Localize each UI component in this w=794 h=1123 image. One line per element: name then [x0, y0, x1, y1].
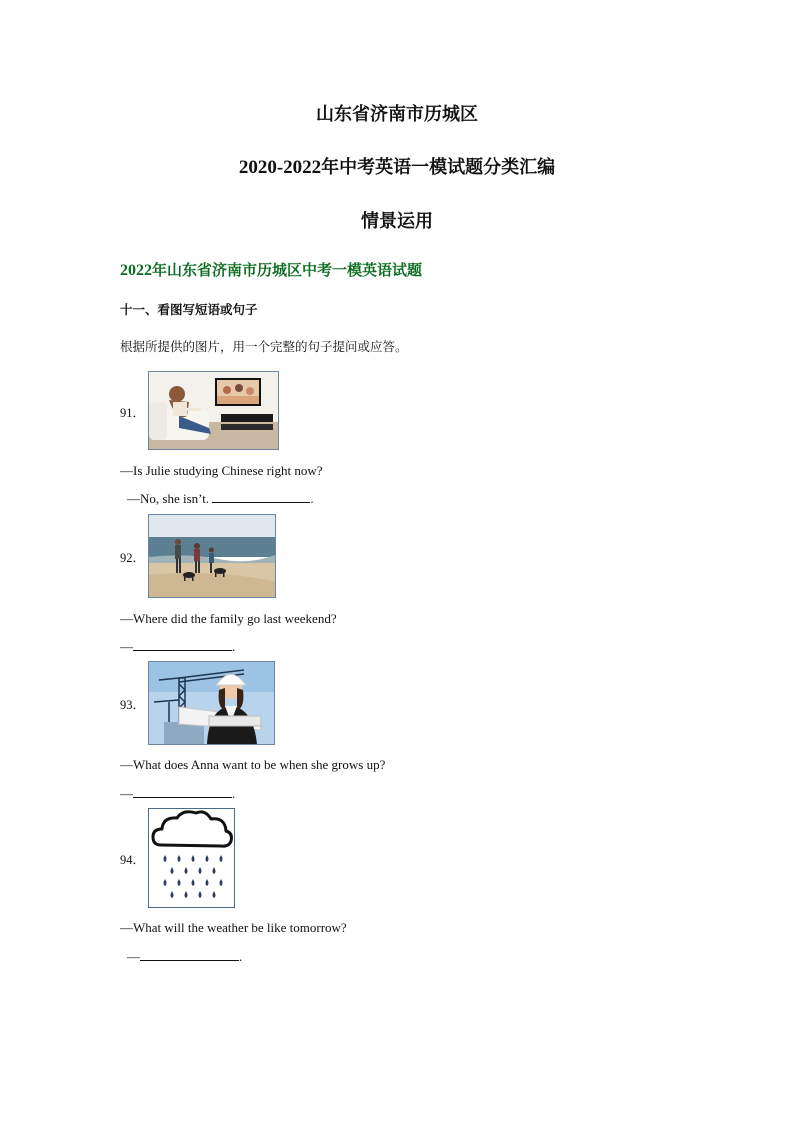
question-93-answer	[120, 785, 235, 802]
answer-94-blank[interactable]	[140, 948, 239, 961]
section-title	[120, 259, 422, 280]
question-92-text: —Where did the family go last weekend?	[120, 611, 337, 626]
question-92-answer	[120, 638, 235, 655]
answer-94-prefix: —	[127, 949, 140, 964]
answer-93-prefix: —	[120, 786, 133, 801]
answer-92-prefix: —	[120, 639, 133, 654]
answer-94-suffix: .	[239, 949, 243, 964]
answer-92-blank[interactable]	[133, 638, 232, 651]
answer-93-blank[interactable]	[133, 785, 232, 798]
doc-title-line2	[0, 153, 794, 179]
question-94-text: —What will the weather be like tomorrow?	[120, 920, 347, 935]
question-91-text: —Is Julie studying Chinese right now?	[120, 463, 323, 478]
answer-91-blank[interactable]	[212, 490, 310, 503]
part-instruction: 根据所提供的图片，用一个完整的句子提问或应答。	[120, 339, 408, 354]
question-93-text: —What does Anna want to be when she grows up?	[120, 757, 386, 772]
beach-family-image	[148, 514, 276, 598]
question-91-answer	[127, 490, 314, 507]
answer-92-suffix: .	[232, 639, 236, 654]
question-number-94: 94．	[120, 853, 146, 867]
section-year: 2022	[120, 262, 152, 279]
part-heading: 十一、看图写短语或句子	[120, 302, 258, 317]
answer-91-suffix: .	[310, 491, 314, 506]
question-94-answer	[127, 948, 242, 965]
rain-cloud-icon	[148, 808, 235, 908]
doc-title-line1: 山东省济南市历城区	[316, 104, 478, 125]
doc-title-line3: 情景运用	[361, 211, 433, 232]
engineer-crane-image	[148, 661, 275, 745]
doc-title-years: 2020-2022	[238, 157, 322, 178]
section-text: 年山东省济南市历城区中考一模英语试题	[152, 261, 423, 279]
question-number-93: 93．	[120, 698, 146, 712]
answer-93-suffix: .	[232, 786, 236, 801]
answer-91-prefix: —No, she isn’t.	[127, 491, 210, 506]
tv-watching-image	[148, 371, 279, 450]
question-number-91: 91．	[120, 406, 146, 420]
doc-title-subject: 年中考英语一模试题分类汇编	[321, 157, 556, 178]
question-number-92: 92．	[120, 551, 146, 565]
